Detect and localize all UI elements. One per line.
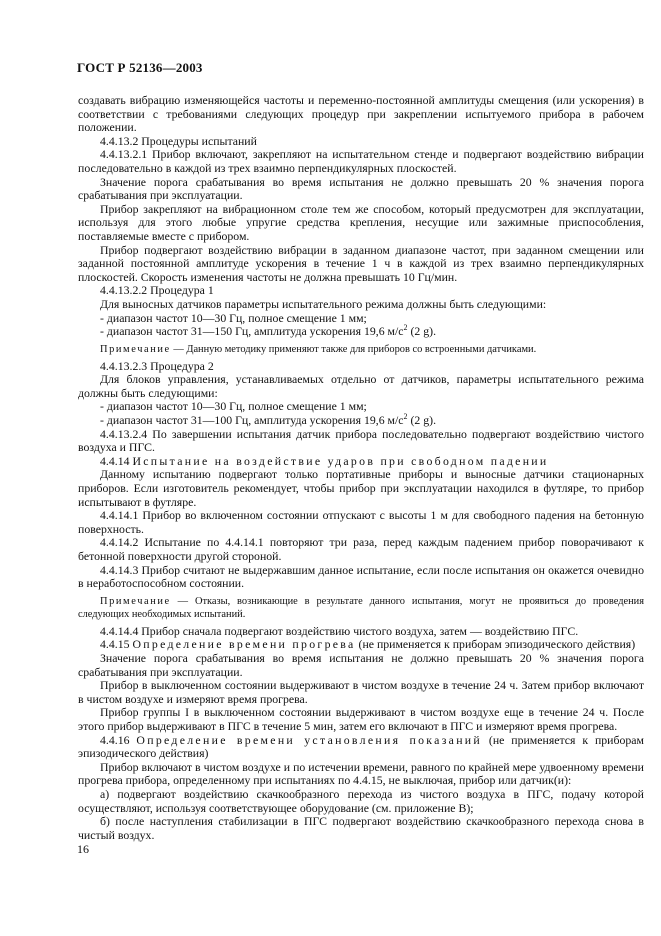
section-heading: 4.4.13.2.2 Процедура 1: [100, 283, 214, 298]
section-heading: [78, 455, 644, 469]
section-heading: 4.4.13.2.3 Процедура 2: [100, 358, 214, 373]
list-item: б) после наступления стабилизации в ПГС подвергают воздействию скачкообразного перехода снова в чистый воздух.: [78, 814, 644, 842]
list-item-text: (2 g).: [407, 413, 437, 428]
list-item-text: - диапазон частот 31—100 Гц, амплитуда ускорения 19,6 м/с: [100, 413, 404, 428]
superscript: 2: [403, 412, 408, 422]
note: [78, 595, 644, 621]
list-item-text: (2 g).: [407, 324, 437, 339]
paragraph: Прибор в выключенном состоянии выдерживают в чистом воздухе в течение 24 ч. Затем прибор включают в чистом воздухе и измеряют время прогрева.: [78, 678, 644, 706]
note-label: Примечание: [100, 595, 171, 607]
paragraph: 4.4.14.1 Прибор во включенном состоянии отпускают с высоты 1 м для свободного падения на бетонную поверхность.: [78, 508, 644, 536]
list-item: [78, 325, 644, 339]
paragraph: 4.4.13.2.4 По завершении испытания датчик прибора последовательно подвергают воздействию чистого воздуха и ПГС.: [78, 426, 644, 455]
section-remark: (не применяется к приборам эпизодического действия): [355, 637, 636, 652]
list-item: [78, 414, 644, 428]
section-title: Определение времени прогрева: [132, 637, 356, 652]
section-number: 4.4.16: [100, 732, 137, 747]
paragraph: 4.4.14.3 Прибор считают не выдержавшим данное испытание, если после испытания он окажется очевидно в неработоспособном состоянии.: [78, 562, 644, 591]
paragraph: Прибор группы I в выключенном состоянии выдерживают в чистом воздухе еще в течение 24 ч. После этого прибор выдерживают в ПГС в течение 5 мин, затем его включают в ПГС и измеряют время прогрева.: [78, 705, 644, 733]
paragraph: 4.4.14.2 Испытание по 4.4.14.1 повторяют три раза, перед каждым падением прибор поворачивают к бетонной поверхности другой стороной.: [78, 535, 644, 563]
section-title: Испытание на воздействие ударов при свободном падении: [132, 453, 549, 468]
paragraph: создавать вибрацию изменяющейся частоты и переменно-постоянной амплитуды смещения (или ускорения) в соответствии с требованиями следующих процедур при закреплении испытуемого прибора в рабочем положении.: [78, 93, 644, 135]
list-item-text: - диапазон частот 31—150 Гц, амплитуда ускорения 19,6 м/с: [100, 324, 404, 339]
paragraph: Для выносных датчиков параметры испытательного режима должны быть следующими:: [100, 296, 547, 311]
section-number: 4.4.15: [100, 637, 133, 652]
paragraph: Для блоков управления, устанавливаемых отдельно от датчиков, параметры испытательного режима должны быть следующими:: [78, 372, 644, 400]
list-item: - диапазон частот 10—30 Гц, полное смещение 1 мм;: [100, 399, 367, 414]
superscript: 2: [403, 323, 408, 333]
section-heading: 4.4.13.2 Процедуры испытаний: [100, 133, 257, 148]
paragraph: Прибор включают в чистом воздухе и по истечении времени, равного по крайней мере удвоенному времени прогрева прибора, определенному при испытаниях по 4.4.15, не выключая, прибор или датчик(и):: [78, 759, 644, 788]
paragraph: Данному испытанию подвергают только портативные приборы и выносные датчики стационарных приборов. Если изготовитель рекомендует, чтобы прибор при эксплуатации находился в футляре, то прибор испытывают в футляре.: [78, 467, 644, 509]
paragraph: Значение порога срабатывания во время испытания не должно превышать 20 % значения порога срабатывания при эксплуатации.: [78, 650, 644, 679]
list-item: а) подвергают воздействию скачкообразного перехода из чистого воздуха в ПГС, подачу которой осуществляют, используя соответствующее оборудование (см. приложение В);: [78, 786, 644, 815]
section-title: Определение времени установления показаний: [136, 732, 483, 747]
paragraph: Прибор подвергают воздействию вибрации в заданном диапазоне частот, при заданном смещении или заданной постоянной амплитуде ускорения в течение 1 ч в каждой из трех взаимно перпендикулярных плоскостей. Скорость изменения частоты не должна превышать 10 Гц/мин.: [78, 242, 644, 284]
section-heading: [78, 734, 644, 761]
section-remark: (не применяется к приборам эпизодического действия): [78, 732, 644, 761]
section-number: 4.4.14: [100, 453, 133, 468]
paragraph: Прибор закрепляют на вибрационном столе тем же способом, который предусмотрен для эксплуатации, используя для этого любые упругие средства крепления, несущие или зажимные приспособления, поставляемые вместе с прибором.: [78, 201, 644, 243]
note-text: — Отказы, возникающие в результате данного испытания, могут не проявиться до проведения следующих необходимых испытаний.: [78, 595, 644, 620]
section-heading: [78, 638, 644, 652]
paragraph: 4.4.14.4 Прибор сначала подвергают воздействию чистого воздуха, затем — воздействию ПГС.: [100, 623, 579, 638]
note-label: Примечание: [100, 343, 171, 355]
list-item: - диапазон частот 10—30 Гц, полное смещение 1 мм;: [100, 310, 367, 325]
paragraph: Значение порога срабатывания во время испытания не должно превышать 20 % значения порога срабатывания при эксплуатации.: [78, 174, 644, 203]
page-number: 16: [77, 842, 89, 856]
note-text: — Данную методику применяют также для приборов со встроенными датчиками.: [170, 343, 537, 355]
document-header: ГОСТ Р 52136—2003: [77, 60, 203, 75]
document-body: [78, 94, 644, 842]
paragraph: 4.4.13.2.1 Прибор включают, закрепляют на испытательном стенде и подвергают воздействию вибрации последовательно в каждой из трех взаимно перпендикулярных плоскостей.: [78, 147, 644, 175]
note: [78, 343, 644, 356]
